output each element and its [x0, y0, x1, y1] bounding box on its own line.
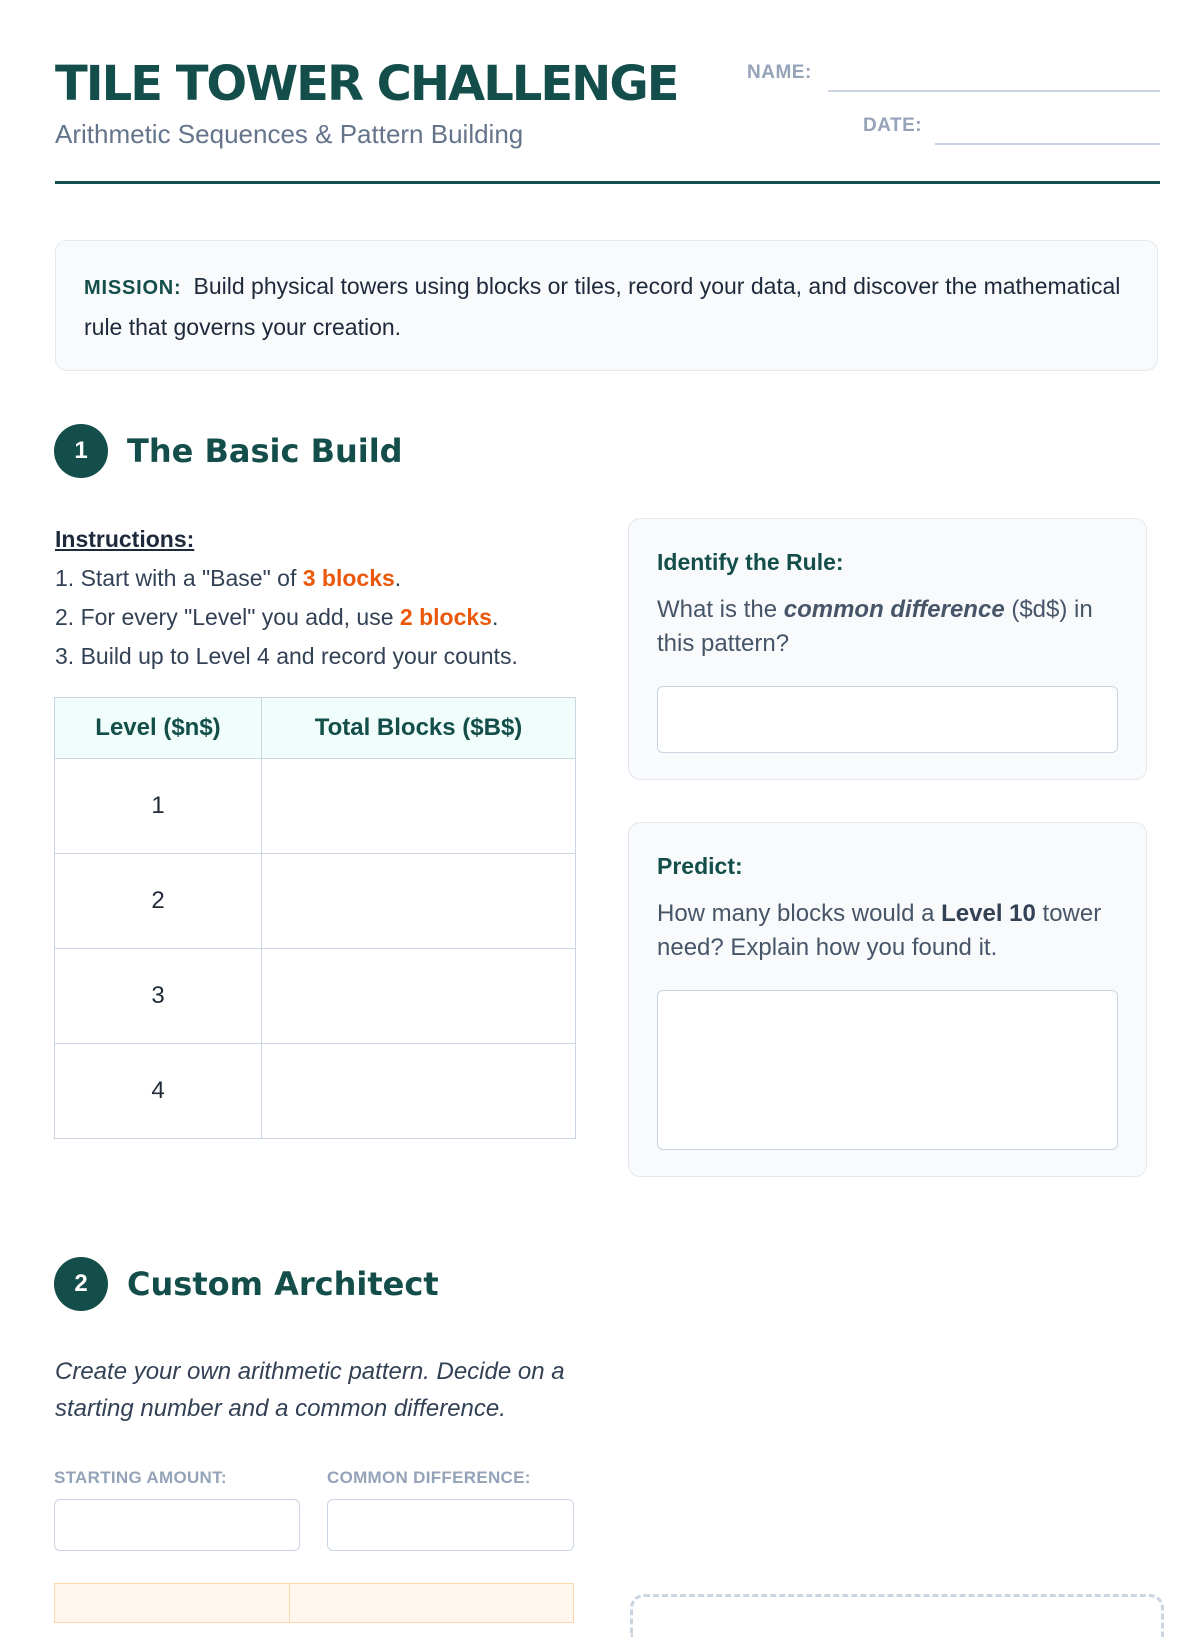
instruction-step-3: 3. Build up to Level 4 and record your counts.: [55, 643, 518, 669]
table-header-level: Level ($n$): [55, 698, 262, 759]
table-row: [55, 759, 576, 854]
section-number-badge: 1: [54, 424, 108, 478]
predict-title: Predict:: [657, 853, 743, 879]
instructions: [55, 520, 518, 676]
section-number-badge: 2: [54, 1257, 108, 1311]
level-cell: 4: [55, 1044, 262, 1139]
starting-amount-input[interactable]: [54, 1499, 300, 1551]
identify-rule-title: Identify the Rule:: [657, 549, 844, 575]
blocks-answer-cell[interactable]: [262, 854, 576, 949]
date-label: DATE:: [863, 115, 923, 136]
instruction-step-2: 2. For every "Level" you add, use 2 blocks.: [55, 604, 499, 630]
table-row: [55, 949, 576, 1044]
identify-rule-question: What is the common difference ($d$) in this pattern?: [657, 596, 1093, 657]
prediction-answer-box[interactable]: [657, 990, 1118, 1150]
blocks-answer-cell[interactable]: [262, 759, 576, 854]
level-cell: 3: [55, 949, 262, 1044]
common-difference-answer-box[interactable]: [657, 686, 1118, 753]
date-field[interactable]: [935, 143, 1160, 145]
mission-text: Build physical towers using blocks or tiles, record your data, and discover the mathematical rule that governs your creation.: [84, 273, 1121, 340]
common-difference-label: COMMON DIFFERENCE:: [327, 1468, 531, 1487]
level-cell: 2: [55, 854, 262, 949]
data-table: [54, 697, 576, 1139]
sketch-area[interactable]: [630, 1594, 1164, 1637]
worksheet-subtitle: Arithmetic Sequences & Pattern Building: [55, 119, 524, 149]
section-intro: Create your own arithmetic pattern. Decide on a starting number and a common difference.: [55, 1358, 565, 1422]
highlight-base-blocks: 3 blocks: [302, 565, 395, 591]
header-divider: [55, 181, 1160, 184]
section-title: The Basic Build: [127, 432, 403, 470]
worksheet-title: TILE TOWER CHALLENGE: [55, 56, 678, 112]
table-header-blocks: Total Blocks ($B$): [262, 698, 576, 759]
name-field[interactable]: [828, 90, 1160, 92]
identify-rule-card: [628, 518, 1147, 780]
name-label: NAME:: [747, 62, 812, 83]
predict-card: [628, 822, 1147, 1177]
mission-box: [55, 240, 1158, 371]
instructions-heading: Instructions:: [55, 526, 195, 552]
section-title: Custom Architect: [127, 1265, 439, 1303]
starting-amount-label: STARTING AMOUNT:: [54, 1468, 227, 1487]
table-row: [55, 854, 576, 949]
custom-table-header-cell: [289, 1583, 574, 1623]
predict-question: How many blocks would a Level 10 tower need? Explain how you found it.: [657, 900, 1102, 961]
common-difference-input[interactable]: [327, 1499, 574, 1551]
blocks-answer-cell[interactable]: [262, 1044, 576, 1139]
blocks-answer-cell[interactable]: [262, 949, 576, 1044]
level-cell: 1: [55, 759, 262, 854]
instruction-step-1: 1. Start with a "Base" of 3 blocks.: [55, 565, 402, 591]
highlight-level-blocks: 2 blocks: [399, 604, 492, 630]
mission-label: MISSION:: [84, 277, 182, 299]
table-row: [55, 1044, 576, 1139]
custom-table-header-cell: [54, 1583, 290, 1623]
